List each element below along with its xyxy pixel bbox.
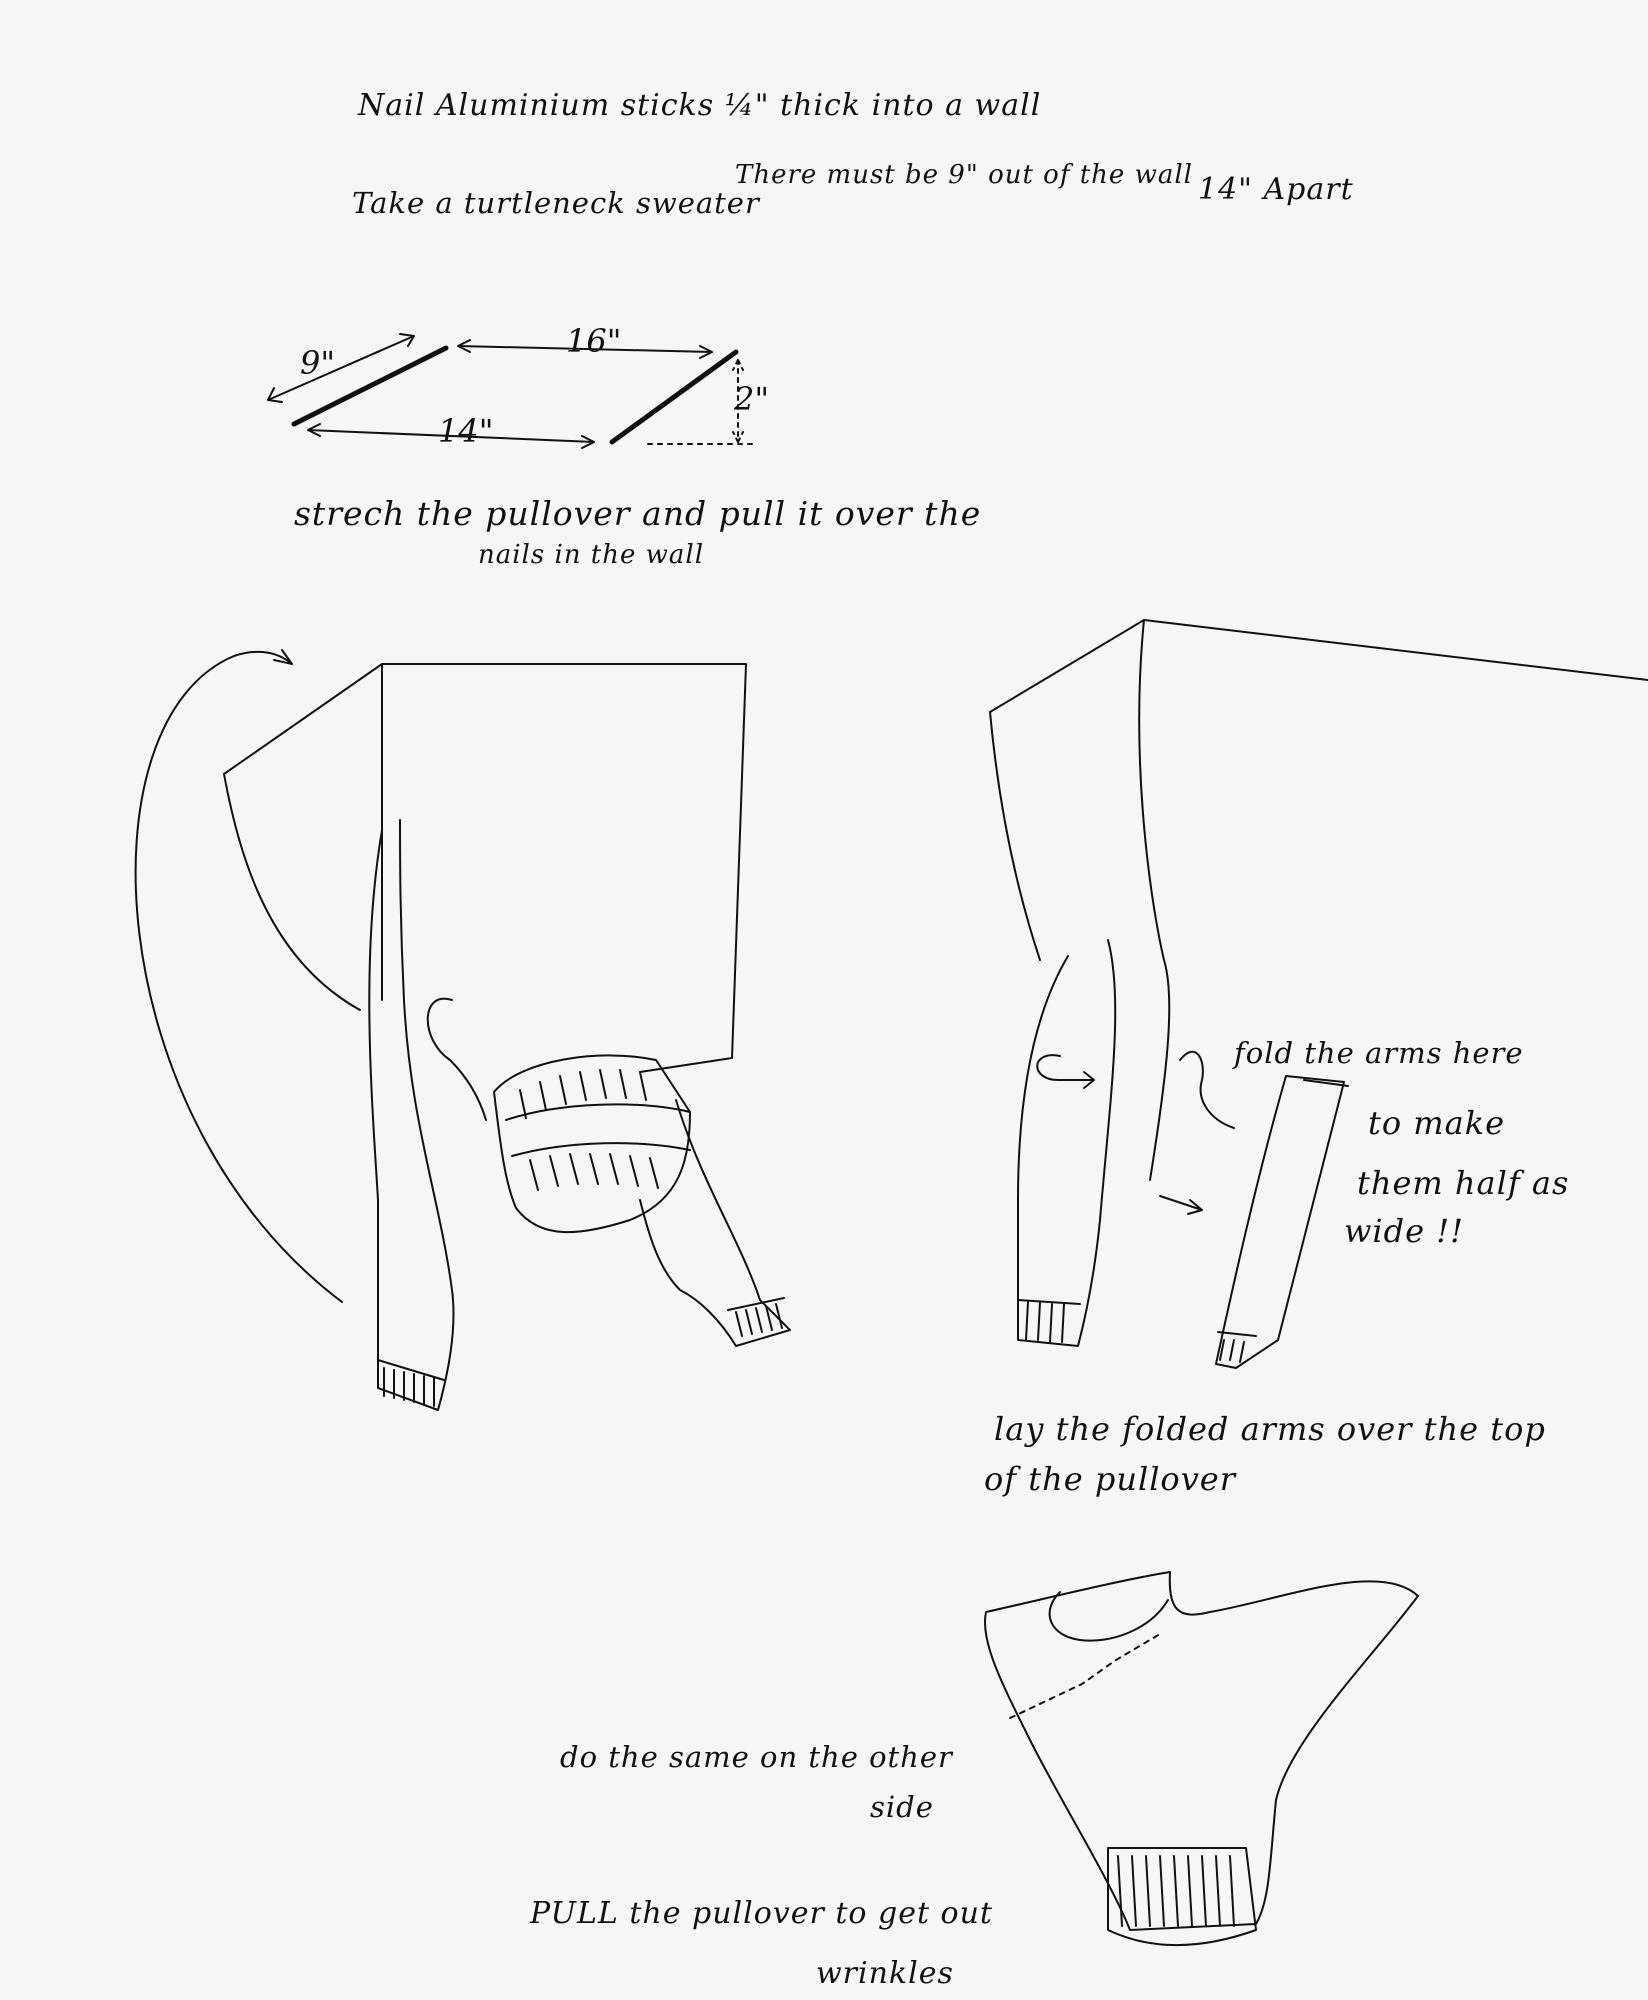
instruction-fold-line4: wide !!: [1344, 1212, 1464, 1250]
pullover-right-figure: [990, 620, 1648, 1368]
turtleneck-collar: [494, 1055, 690, 1232]
collar-ribbing: [520, 1070, 658, 1190]
instruction-pull-line2: wrinkles: [816, 1956, 954, 1991]
folded-arm: [1216, 1076, 1348, 1368]
dimension-label-2: 2": [734, 380, 770, 418]
dimension-label-9: 9": [300, 344, 336, 382]
bottom-fold-line: [1010, 1634, 1160, 1718]
dimension-label-14: 14": [438, 412, 494, 450]
instruction-same-line2: side: [870, 1790, 934, 1824]
instruction-nail-sticks: Nail Aluminium sticks ¼" thick into a wall: [358, 88, 1042, 123]
instruction-stretch-line2: nails in the wall: [478, 540, 705, 570]
instruction-lay-line1: lay the folded arms over the top: [994, 1410, 1546, 1448]
instruction-fold-line2: to make: [1368, 1104, 1506, 1142]
instruction-same-line1: do the same on the other: [560, 1740, 953, 1774]
pullover-bottom-figure: [985, 1572, 1418, 1945]
instruction-lay-line2: of the pullover: [984, 1460, 1236, 1498]
instruction-fold-line1: fold the arms here: [1234, 1036, 1524, 1070]
body-outline-right: [990, 620, 1648, 1180]
instruction-stretch-line1: strech the pullover and pull it over the: [294, 494, 982, 533]
dimension-label-16: 16": [566, 322, 622, 360]
instruction-pull-line1: PULL the pullover to get out: [530, 1896, 993, 1931]
pullover-left-figure: [136, 650, 790, 1410]
instruction-fold-line3: them half as: [1357, 1164, 1570, 1202]
fold-arrow-straight: [1160, 1196, 1202, 1214]
bottom-body: [985, 1572, 1418, 1930]
arm-left-right-figure: [1018, 940, 1115, 1346]
fold-line-hand: [1180, 1052, 1234, 1128]
nail-stick-right: [612, 352, 736, 442]
nail-diagram: [268, 334, 756, 448]
fold-arrow-curved: [1037, 1055, 1094, 1088]
instruction-nail-length: There must be 9" out of the wall: [735, 160, 1193, 190]
instruction-take-sweater: Take a turtleneck sweater: [352, 186, 760, 220]
bottom-neck-hole: [1050, 1592, 1168, 1641]
instruction-nail-spacing: 14" Apart: [1198, 172, 1354, 207]
collar-loop: [428, 999, 486, 1120]
rotate-arrow: [136, 650, 342, 1302]
dimension-arrow-9: [268, 334, 414, 402]
body-outline: [224, 664, 746, 1072]
bottom-collar-ribbing: [1118, 1856, 1234, 1926]
arm-cuff-right-figure: [1018, 1300, 1080, 1342]
